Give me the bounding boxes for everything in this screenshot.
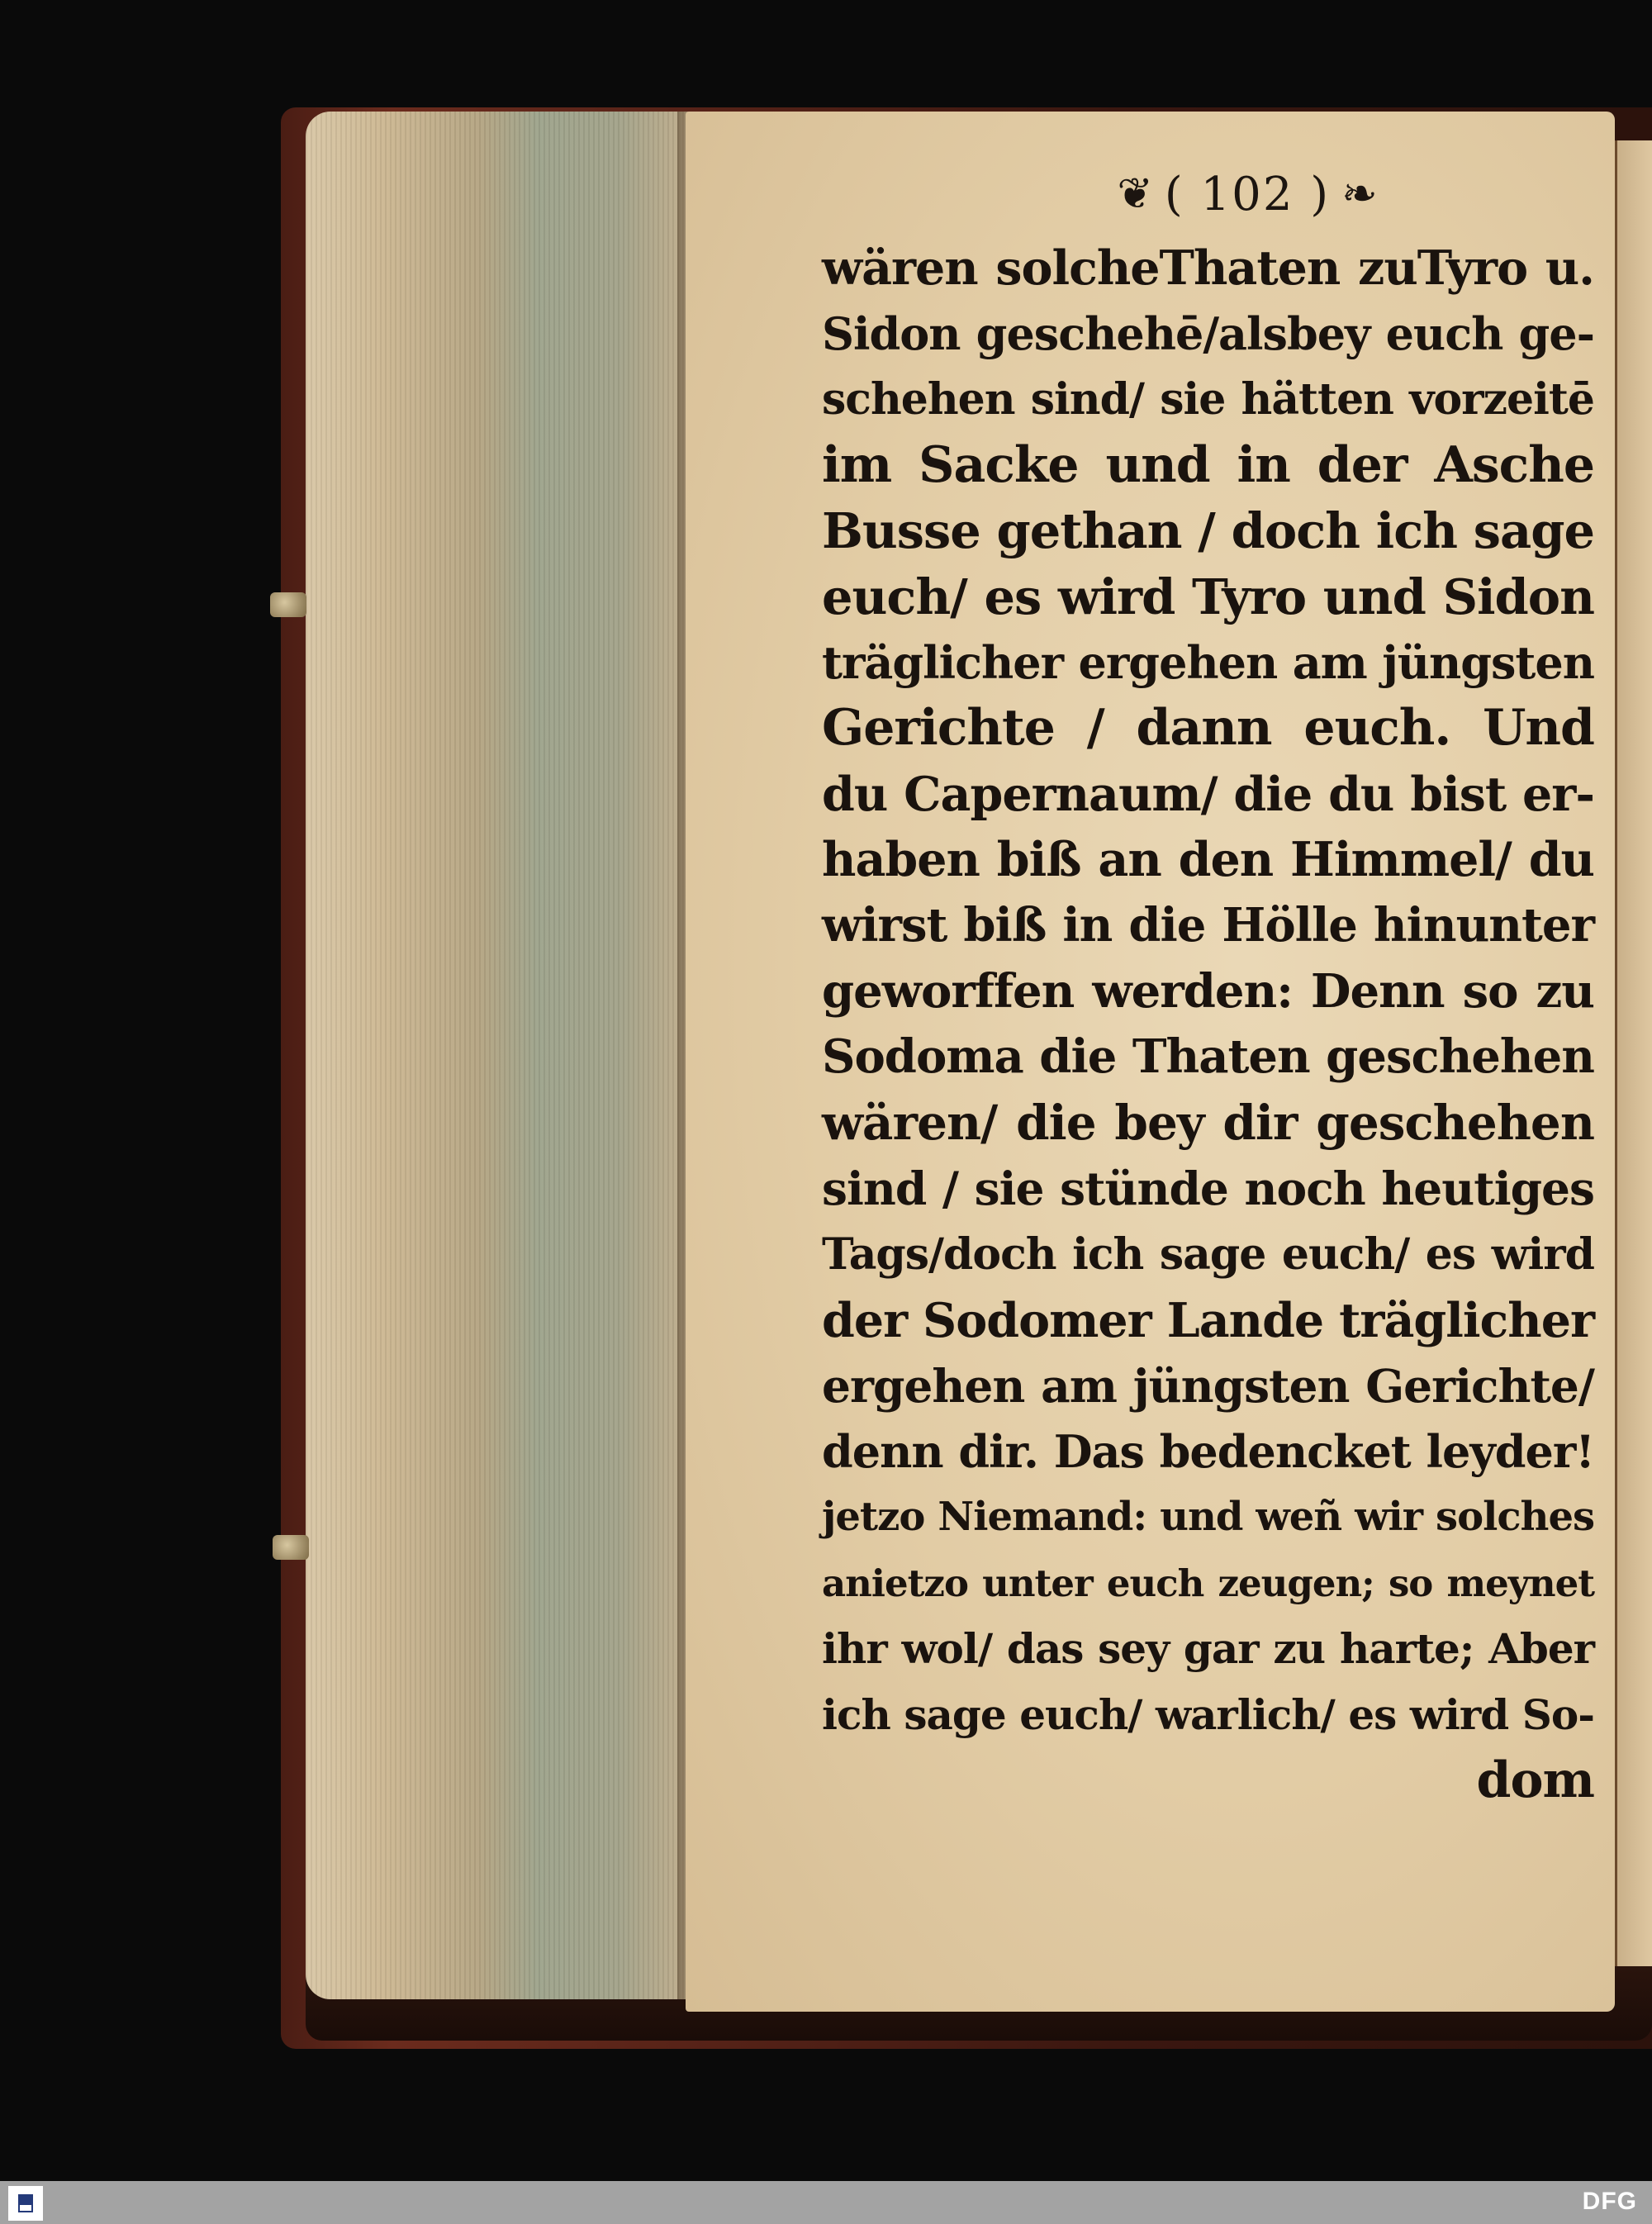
body-text xyxy=(822,235,1594,1813)
clasp-pin-icon xyxy=(270,592,306,617)
text-line: schehen sind/ sie hätten vorzeitē xyxy=(822,374,1594,425)
clasp-pin-icon xyxy=(273,1535,309,1560)
text-line: Busse gethan / doch ich sage xyxy=(822,502,1594,560)
facing-page-edge xyxy=(1615,140,1652,1966)
page-edges xyxy=(306,112,694,1999)
dfg-logo: DFG xyxy=(1582,2188,1637,2215)
text-line: Sodoma die Thaten geschehen xyxy=(822,1029,1594,1085)
text-line: der Sodomer Lande träglicher xyxy=(822,1292,1594,1348)
text-line: jetzo Niemand: und weñ wir solches xyxy=(822,1494,1594,1541)
text-line: ich sage euch/ warlich/ es wird So- xyxy=(822,1690,1594,1740)
text-line: Sidon geschehē/alsbey euch ge- xyxy=(822,307,1594,360)
text-line: Tags/doch ich sage euch/ es wird xyxy=(822,1228,1594,1280)
page-header xyxy=(1057,157,1437,231)
text-line: wären/ die bey dir geschehen xyxy=(822,1094,1594,1151)
text-line: ergehen am jüngsten Gerichte/ xyxy=(822,1359,1594,1414)
library-crest-icon xyxy=(18,2194,33,2212)
text-line: haben biß an den Himmel/ du xyxy=(822,832,1594,888)
ornament-left-icon: ❦ xyxy=(1117,169,1153,219)
text-line: im Sacke und in der Asche xyxy=(822,435,1594,494)
text-line: du Capernaum/ die du bist er- xyxy=(822,766,1594,822)
text-line: geworffen werden: Denn so zu xyxy=(822,963,1594,1019)
text-line: anietzo unter euch zeugen; so meynet xyxy=(822,1561,1594,1605)
text-line: träglicher ergehen am jüngsten xyxy=(822,635,1594,689)
ornament-right-icon: ❧ xyxy=(1341,169,1378,219)
text-line: wären solcheThaten zuTyro u. xyxy=(822,240,1594,296)
text-line: wirst biß in die Hölle hinunter xyxy=(822,897,1594,953)
viewer-footer-bar xyxy=(0,2181,1652,2224)
catchword: dom xyxy=(1476,1751,1594,1809)
text-line: ihr wol/ das sey gar zu harte; Aber xyxy=(822,1624,1594,1674)
text-line: denn dir. Das bedencket leyder! xyxy=(822,1424,1594,1478)
library-logo-icon xyxy=(8,2186,43,2221)
text-line: Gerichte / dann euch. Und xyxy=(822,699,1594,758)
page-number: ( 102 ) xyxy=(1164,167,1331,221)
text-line: euch/ es wird Tyro und Sidon xyxy=(822,568,1594,625)
text-line: sind / sie stünde noch heutiges xyxy=(822,1162,1594,1216)
